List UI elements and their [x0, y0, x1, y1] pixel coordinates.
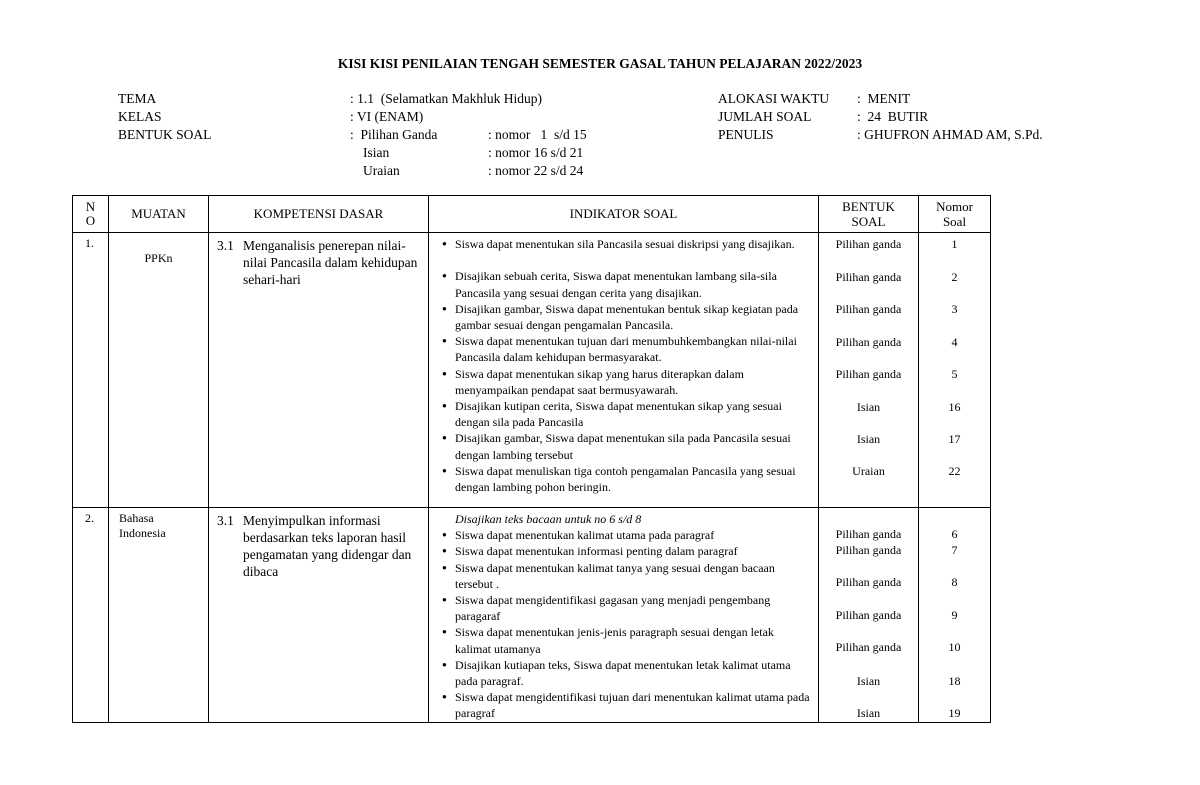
header-nomor-line2: Soal	[942, 214, 967, 229]
nomor-value: 22	[948, 464, 961, 478]
header-bentuk-soal	[819, 196, 919, 233]
meta-label-alokasi-waktu: ALOKASI WAKTU	[718, 91, 830, 106]
nomor-value: 5	[951, 367, 958, 381]
muatan-text: Bahasa Indonesia	[119, 511, 166, 540]
indikator-item: ● Siswa dapat menentukan sila Pancasila sesuai diskripsi yang disajikan.	[429, 236, 812, 268]
nomor-value: 8	[951, 575, 958, 589]
row-kompetensi-dasar	[209, 508, 429, 723]
range-pilihan-ganda: : nomor 1 s/d 15	[488, 127, 587, 142]
indikator-item: ● Siswa dapat menentukan kalimat utama pada paragraf	[429, 527, 812, 543]
bentuk-value: Pilihan ganda	[835, 575, 902, 589]
table-row	[73, 508, 991, 723]
row-nomor-soal	[919, 233, 991, 508]
header-no-line2: O	[85, 213, 96, 228]
meta-value-jumlah-soal: : 24 BUTIR	[857, 109, 929, 124]
nomor-value: 3	[951, 302, 958, 316]
nomor-value: 7	[951, 543, 958, 557]
header-no	[73, 196, 109, 233]
nomor-value: 16	[948, 400, 961, 414]
bentuk-value: Uraian	[852, 464, 885, 478]
row-bentuk-soal	[819, 508, 919, 723]
nomor-value: 10	[948, 640, 961, 654]
indikator-item: ● Disajikan kutipan cerita, Siswa dapat menentukan sikap yang sesuai dengan sila pada Pancasila	[429, 398, 812, 430]
indikator-intro: Disajikan teks bacaan untuk no 6 s/d 8	[455, 512, 642, 526]
meta-value-bentuk-soal: : Pilihan Ganda	[350, 127, 438, 142]
indikator-item: ● Disajikan sebuah cerita, Siswa dapat menentukan lambang sila-sila Pancasila yang sesuai dengan cerita yang disajikan.	[429, 268, 812, 300]
header-nomor-soal	[919, 196, 991, 233]
meta-label-jumlah-soal: JUMLAH SOAL	[718, 109, 812, 124]
range-isian: : nomor 16 s/d 21	[488, 145, 584, 160]
nomor-value: 4	[951, 335, 958, 349]
meta-label-tema: TEMA	[118, 91, 157, 106]
table-header-row	[73, 196, 991, 233]
meta-value-alokasi-waktu: : MENIT	[857, 91, 911, 106]
header-kompetensi-dasar: KOMPETENSI DASAR	[209, 196, 429, 233]
indikator-item: ● Disajikan gambar, Siswa dapat menentukan bentuk sikap kegiatan pada gambar sesuai dengan pengamalan Pancasila.	[429, 301, 812, 333]
row-nomor-soal	[919, 508, 991, 723]
meta-left-labels	[118, 90, 211, 144]
nomor-value: 2	[951, 270, 958, 284]
nomor-value: 19	[948, 706, 961, 720]
row-bentuk-soal	[819, 233, 919, 508]
kd-text: Menyimpulkan informasi berdasarkan teks laporan hasil pengamatan yang didengar dan dibaca	[243, 513, 412, 579]
nomor-value: 9	[951, 608, 958, 622]
indikator-item: ● Siswa dapat menentukan informasi penting dalam paragraf	[429, 543, 812, 559]
meta-label-kelas: KELAS	[118, 109, 162, 124]
kd-number: 3.1	[217, 513, 234, 528]
indikator-item: ● Siswa dapat mengidentifikasi tujuan dari menentukan kalimat utama pada paragraf	[429, 689, 812, 721]
bentuk-value: Pilihan ganda	[835, 640, 902, 654]
nomor-value: 18	[948, 674, 961, 688]
header-bentuk-line2: SOAL	[851, 214, 886, 229]
indikator-item: ● Siswa dapat mengidentifikasi gagasan yang menjadi pengembang paragaraf	[429, 592, 812, 624]
row-number: 2.	[73, 508, 109, 723]
table-row	[73, 233, 991, 508]
indikator-item: ● Disajikan gambar, Siswa dapat menentukan sila pada Pancasila sesuai dengan lambing tersebut	[429, 430, 812, 462]
bentuk-value: Isian	[856, 674, 881, 688]
header-nomor-line1: Nomor	[936, 199, 973, 214]
meta-right-labels	[718, 90, 829, 144]
document-title: KISI KISI PENILAIAN TENGAH SEMESTER GASAL TAHUN PELAJARAN 2022/2023	[337, 56, 863, 71]
bentuk-soal-isian: Isian	[363, 145, 390, 160]
bentuk-value: Pilihan ganda	[835, 302, 902, 316]
header-no-line1: N	[85, 199, 96, 214]
indikator-item: ● Siswa dapat menentukan sikap yang harus diterapkan dalam menyampaikan pendapat saat bermusyawarah.	[429, 366, 812, 398]
row-kompetensi-dasar	[209, 233, 429, 508]
row-indikator	[429, 508, 819, 723]
nomor-value: 6	[951, 527, 958, 541]
bentuk-value: Pilihan ganda	[835, 237, 902, 251]
range-uraian: : nomor 22 s/d 24	[488, 163, 584, 178]
kd-number: 3.1	[217, 238, 234, 253]
bentuk-value: Pilihan ganda	[835, 527, 902, 541]
indikator-item: ● Disajikan kutiapan teks, Siswa dapat menentukan letak kalimat utama pada paragraf.	[429, 657, 812, 689]
kd-text: Menganalisis penerepan nilai- nilai Pancasila dalam kehidupan sehari-hari	[243, 238, 418, 287]
bentuk-value: Isian	[856, 432, 881, 446]
indikator-item: ● Siswa dapat menentukan jenis-jenis paragraph sesuai dengan letak kalimat utamanya	[429, 624, 812, 656]
meta-value-tema: : 1.1 (Selamatkan Makhluk Hidup)	[350, 91, 542, 106]
meta-value-kelas: : VI (ENAM)	[350, 109, 424, 124]
header-muatan: MUATAN	[109, 196, 209, 233]
indikator-item: ● Siswa dapat menentukan kalimat tanya yang sesuai dengan bacaan tersebut .	[429, 560, 812, 592]
row-muatan	[109, 233, 209, 508]
bentuk-soal-types	[363, 144, 400, 180]
meta-label-bentuk-soal: BENTUK SOAL	[118, 127, 212, 142]
bentuk-value: Pilihan ganda	[835, 608, 902, 622]
meta-value-penulis: : GHUFRON AHMAD AM, S.Pd.	[857, 127, 1043, 142]
bentuk-value: Pilihan ganda	[835, 335, 902, 349]
indikator-item: ● Siswa dapat menentukan tujuan dari menumbuhkembangkan nilai-nilai Pancasila dalam kehidupan bermasyarakat.	[429, 333, 812, 365]
row-number: 1.	[73, 233, 109, 508]
bentuk-soal-uraian: Uraian	[363, 163, 400, 178]
bentuk-value: Isian	[856, 706, 881, 720]
bentuk-soal-ranges	[488, 126, 587, 180]
header-bentuk-line1: BENTUK	[842, 199, 895, 214]
row-indikator	[429, 233, 819, 508]
indikator-item: ● Siswa dapat menuliskan tiga contoh pengamalan Pancasila yang sesuai dengan lambing pohon beringin.	[429, 463, 812, 495]
bentuk-value: Pilihan ganda	[835, 367, 902, 381]
header-indikator-soal: INDIKATOR SOAL	[429, 196, 819, 233]
nomor-value: 1	[951, 237, 958, 251]
meta-right-values	[857, 90, 1043, 144]
muatan-text: PPKn	[144, 251, 173, 265]
bentuk-value: Pilihan ganda	[835, 270, 902, 284]
kisi-kisi-table	[72, 195, 991, 723]
nomor-value: 17	[948, 432, 961, 446]
row-muatan	[109, 508, 209, 723]
meta-label-penulis: PENULIS	[718, 127, 774, 142]
bentuk-value: Isian	[856, 400, 881, 414]
bentuk-value: Pilihan ganda	[835, 543, 902, 557]
